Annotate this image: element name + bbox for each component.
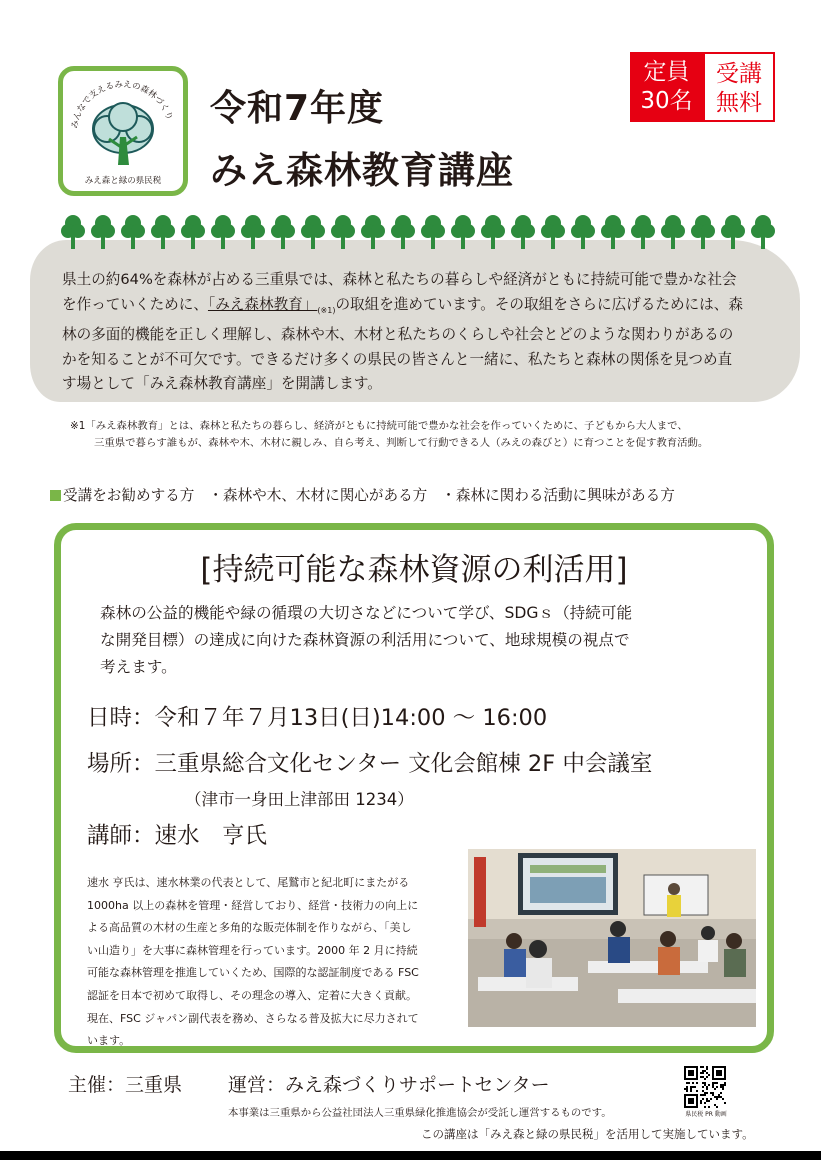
tree-icon — [451, 215, 475, 249]
free-badge-value: 無料 — [716, 90, 762, 116]
tree-icon — [331, 215, 355, 249]
organizer: 主催：三重県 — [68, 1074, 183, 1096]
tree-icon — [151, 215, 175, 249]
bio-line: います。 — [87, 1034, 131, 1048]
tree-icon — [721, 215, 745, 249]
description-line: 森林の公益的機能や緑の循環の大切さなどについて学び、SDGｓ（持続可能 — [100, 604, 633, 622]
operator: 運営：みえ森づくりサポートセンター — [228, 1074, 550, 1096]
tree-icon — [661, 215, 685, 249]
page-title: みえ森林教育講座 — [210, 149, 514, 192]
free-badge-label: 受講 — [716, 61, 762, 87]
logo-arc-text: みんなで支えるみえの森林づくり — [70, 79, 175, 130]
bio-line: 1000ha 以上の森林を管理・経営しており、経営・技術力の向上に — [87, 898, 419, 912]
tree-icon — [211, 215, 235, 249]
tree-icon — [91, 215, 115, 249]
qr-code-icon[interactable] — [684, 1066, 726, 1108]
tree-icon — [481, 215, 505, 249]
tree-icon — [691, 215, 715, 249]
tree-icon — [631, 215, 655, 249]
intro-line: かを知ることが不可欠です。できるだけ多くの県民の皆さんと一緒に、私たちと森林の関係を見つめ直 — [62, 350, 733, 368]
tree-icon — [301, 215, 325, 249]
page-title-year: 令和7年度 — [210, 88, 385, 129]
target-audience-item: ・森林に関わる活動に興味がある方 — [441, 487, 675, 504]
course-venue: 場所：三重県総合文化センター 文化会館棟 2F 中会議室 — [87, 751, 653, 777]
bio-line: 速水 亨氏は、速水林業の代表として、尾鷲市と紀北町にまたがる — [87, 876, 410, 889]
square-bullet-icon — [50, 490, 61, 501]
capacity-badge — [630, 52, 703, 122]
intro-line-part: の取組を進めています。その取組をさらに広げるためには、森 — [335, 295, 743, 313]
footnote-marker: (※1) — [317, 305, 336, 315]
description-line: な開発目標）の達成に向けた森林資源の利活用について、地球規模の視点で — [100, 631, 630, 649]
target-audience-label: 受講をお勧めする方 — [63, 487, 195, 504]
tree-logo-icon — [63, 71, 183, 191]
course-theme: [持続可能な森林資源の利活用] — [200, 552, 628, 588]
description-line: 考えます。 — [100, 658, 177, 676]
tax-usage-note: この講座は「みえ森と緑の県民税」を活用して実施しています。 — [421, 1127, 754, 1141]
lecturer-bio — [87, 872, 463, 1053]
free-badge — [703, 52, 775, 122]
mie-forest-education-term: 「みえ森林教育」 — [207, 295, 318, 313]
target-audience-item: ・森林や木、木材に関心がある方 — [208, 487, 428, 504]
logo-bottom-text: みえ森と緑の県民税 — [84, 176, 162, 186]
tree-icon — [391, 215, 415, 249]
capacity-badge-value: 30名 — [640, 88, 693, 114]
footnote — [70, 418, 770, 452]
course-description — [100, 600, 740, 681]
course-date: 日時：令和７年７月13日(日)14:00 〜 16:00 — [87, 705, 548, 731]
tree-icon — [511, 215, 535, 249]
course-lecturer: 講師：速水 亨氏 — [87, 823, 268, 849]
tree-icon — [361, 215, 385, 249]
lecture-photo — [468, 849, 756, 1027]
bio-line: 可能な森林管理を推進していくため、国際的な認証制度である FSC — [87, 966, 419, 980]
tree-icon — [61, 215, 85, 249]
capacity-badge-label: 定員 — [643, 59, 690, 85]
tree-icon — [271, 215, 295, 249]
intro-line: 県土の約64%を森林が占める三重県では、森林と私たちの暮らしや経済がともに持続可能で豊かな社会 — [62, 271, 737, 288]
tree-icon — [121, 215, 145, 249]
intro-paragraph — [62, 268, 774, 397]
tree-icon — [241, 215, 265, 249]
bottom-edge-bar — [0, 1151, 821, 1160]
bio-line: 認証を日本で初めて取得し、その理念の導入、定着に大きく貢献。 — [87, 988, 417, 1002]
tree-icon — [181, 215, 205, 249]
bio-line: 現在、FSC ジャパン副代表を務め、さらなる普及拡大に尽力されて — [87, 1011, 419, 1025]
tree-icon — [751, 215, 775, 249]
tree-icon — [601, 215, 625, 249]
intro-line-part: を作っていくために、 — [62, 295, 208, 313]
venue-address: （津市一身田上津部田 1234） — [185, 790, 414, 809]
tree-icon — [571, 215, 595, 249]
contract-note: 本事業は三重県から公益社団法人三重県緑化推進協会が受託し運営するものです。 — [228, 1107, 612, 1119]
bio-line: よる高品質の木材の生産と多角的な販売体制を作りながら、「美し — [87, 921, 412, 935]
intro-line: す場として「みえ森林教育講座」を開講します。 — [62, 375, 382, 392]
qr-code-label: 県民税 PR 動画 — [685, 1111, 727, 1118]
footnote-line: 三重県で暮らす誰もが、森林や木、木材に親しみ、自ら考え、判断して行動できる人（みえの森びと）に育つことを促す教育活動。 — [94, 437, 709, 449]
intro-line: 林の多面的機能を正しく理解し、森林や木、木材と私たちのくらしや社会とどのような関わりがあるの — [62, 326, 734, 343]
tree-icon — [421, 215, 445, 249]
bio-line: い山造り」を大事に森林管理を行っています。2000 年 2 月に持続 — [87, 943, 418, 957]
footnote-line: ※1「みえ森林教育」とは、森林と私たちの暮らし、経済がともに持続可能で豊かな社会を作っていくために、子どもから大人まで、 — [70, 420, 688, 432]
tree-icon — [541, 215, 565, 249]
intro-line — [62, 293, 774, 324]
forest-tax-logo — [58, 66, 188, 196]
target-audience — [50, 484, 675, 505]
tree-row-decoration — [58, 212, 778, 250]
